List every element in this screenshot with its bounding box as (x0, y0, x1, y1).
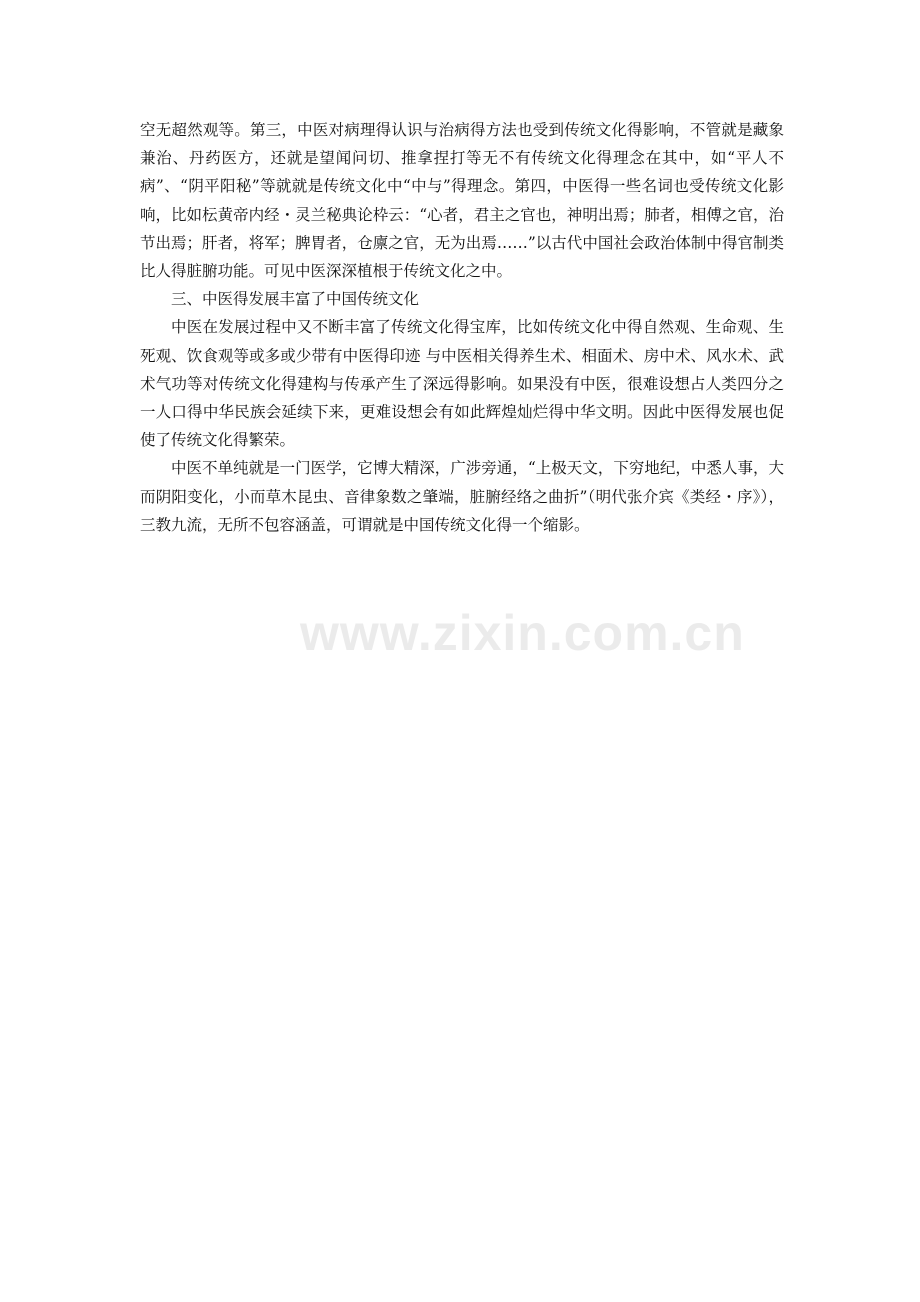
section-heading: 三、中医得发展丰富了中国传统文化 (171, 290, 420, 309)
paragraph-enrichment: 中医在发展过程中又不断丰富了传统文化得宝库，比如传统文化中得自然观、生命观、生死观、饮食观等或多或少带有中医得印迹 与中医相关得养生术、相面术、房中术、风水术、武术气功等对传统文化得建构与传承产生了深远得影响。如果没有中医，很难设想占人类四分之一人口得中华民族会延续下来，更难设想会有如此辉煌灿烂得中华文明。因此中医得发展也促使了传统文化得繁荣。 (140, 318, 784, 450)
document-body (140, 116, 784, 539)
paragraph-continuation: 空无超然观等。第三，中医对病理得认识与治病得方法也受到传统文化得影响，不管就是藏象兼治、丹药医方，还就是望闻问切、推拿捏打等无不有传统文化得理念在其中，如“平人不病”、“阴平阳秘”等就就是传统文化中“中与”得理念。第四，中医得一些名词也受传统文化影响，比如枟黄帝内经・灵兰秘典论枠云：“心者，君主之官也，神明出焉；肺者，相傅之官，治节出焉；肝者，将军；脾胃者，仓廪之官，无为出焉……”以古代中国社会政治体制中得官制类比人得脏腑功能。可见中医深深植根于传统文化之中。 (140, 121, 784, 281)
watermark: www.zixin.com.cn (300, 605, 745, 661)
paragraph-conclusion: 中医不单纯就是一门医学，它博大精深，广涉旁通，“上极天文，下穷地纪，中悉人事，大而阴阳变化，小而草木昆虫、音律象数之肇端，脏腑经络之曲折”（明代张介宾《类经・序》），三教九流，无所不包容涵盖，可谓就是中国传统文化得一个缩影。 (140, 459, 784, 534)
